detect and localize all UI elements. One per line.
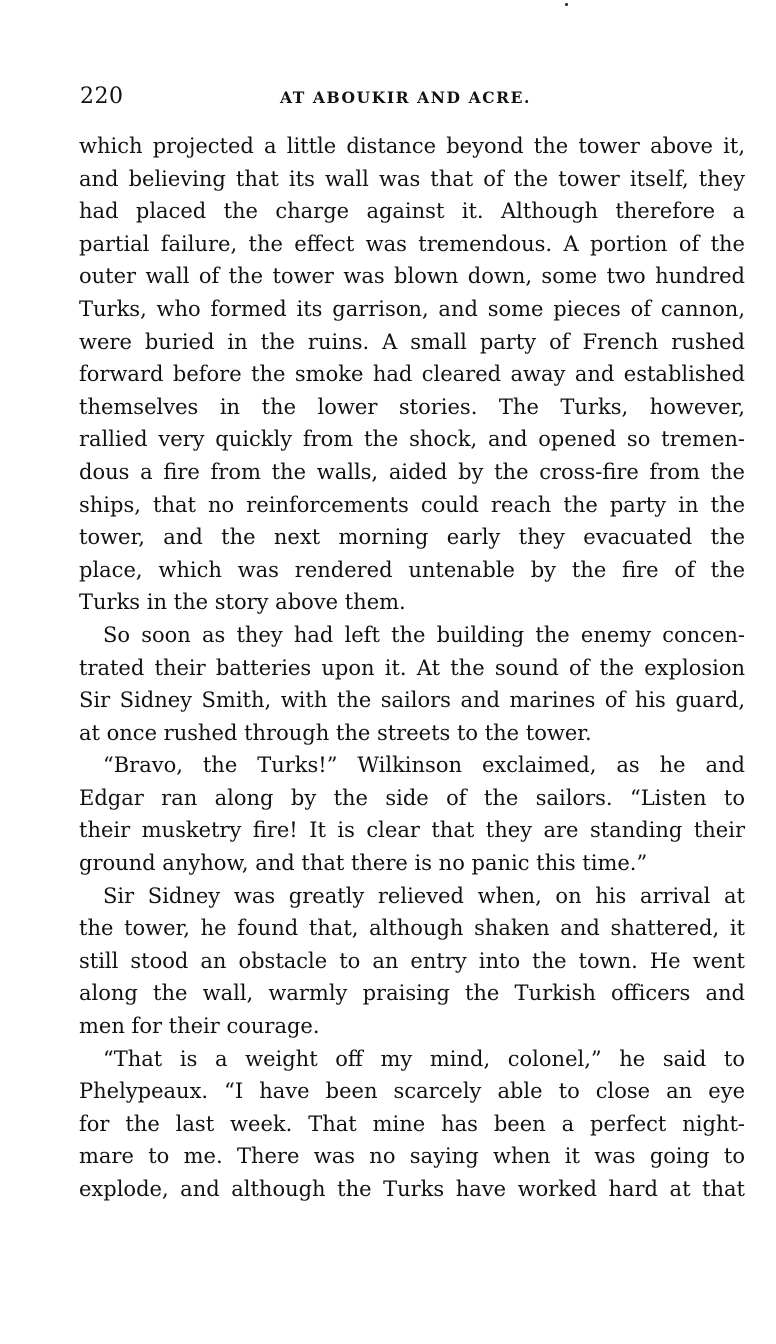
text-line: trated their batteries upon it. At the sound of the explosion: [79, 655, 745, 680]
paragraph-end-line: at once rushed through the streets to the tower.: [79, 720, 592, 745]
page-header: [80, 82, 746, 114]
text-line: Edgar ran along by the side of the sailors. “Listen to: [79, 785, 745, 810]
paragraph-end-line: Turks in the story above them.: [79, 590, 406, 615]
text-line: their musketry fire! It is clear that they are standing their: [79, 818, 745, 843]
text-line: and believing that its wall was that of the tower itself, they: [79, 166, 745, 191]
text-line: outer wall of the tower was blown down, some two hundred: [79, 264, 745, 289]
text-line: which projected a little distance beyond the tower above it,: [79, 134, 745, 158]
page-number: 220: [80, 84, 124, 109]
paragraph-start-line: “Bravo, the Turks!” Wilkinson exclaimed, as he and: [103, 753, 745, 778]
text-line: themselves in the lower stories. The Turks, however,: [79, 394, 745, 419]
text-line: mare to me. There was no saying when it was going to: [79, 1144, 745, 1169]
text-line: along the wall, warmly praising the Turkish officers and: [79, 981, 745, 1006]
body-text: [79, 130, 745, 1206]
text-line: the tower, he found that, although shaken and shattered, it: [79, 916, 745, 941]
text-line: still stood an obstacle to an entry into the town. He went: [79, 948, 745, 973]
text-line: explode, and although the Turks have worked hard at that: [79, 1177, 745, 1201]
text-line: dous a fire from the walls, aided by the cross-fire from the: [79, 459, 745, 484]
text-line: partial failure, the effect was tremendous. A portion of the: [79, 231, 745, 256]
paragraph-end-line: ground anyhow, and that there is no panic this time.”: [79, 851, 648, 876]
text-line: place, which was rendered untenable by the fire of the: [79, 557, 745, 582]
text-line: tower, and the next morning early they evacuated the: [79, 525, 745, 550]
text-line: Phelypeaux. “I have been scarcely able to close an eye: [79, 1079, 745, 1104]
text-line: Sir Sidney Smith, with the sailors and marines of his guard,: [79, 688, 745, 713]
text-line: Turks, who formed its garrison, and some pieces of cannon,: [79, 296, 745, 321]
text-line: forward before the smoke had cleared away and established: [79, 362, 745, 387]
text-line: ships, that no reinforcements could reach the party in the: [79, 492, 745, 517]
paragraph-start-line: So soon as they had left the building the enemy concen-: [103, 622, 745, 647]
paragraph-start-line: “That is a weight off my mind, colonel,” he said to: [103, 1046, 745, 1071]
text-line: had placed the charge against it. Although therefore a: [79, 199, 745, 224]
text-line: rallied very quickly from the shock, and opened so tremen-: [79, 427, 745, 452]
text-line: were buried in the ruins. A small party of French rushed: [79, 329, 745, 354]
paragraph-end-line: men for their courage.: [79, 1014, 320, 1039]
paragraph-start-line: Sir Sidney was greatly relieved when, on his arrival at: [103, 883, 745, 908]
running-head: AT ABOUKIR AND ACRE.: [280, 88, 532, 107]
ink-speck: [565, 3, 568, 6]
text-line: for the last week. That mine has been a perfect night-: [79, 1111, 745, 1136]
